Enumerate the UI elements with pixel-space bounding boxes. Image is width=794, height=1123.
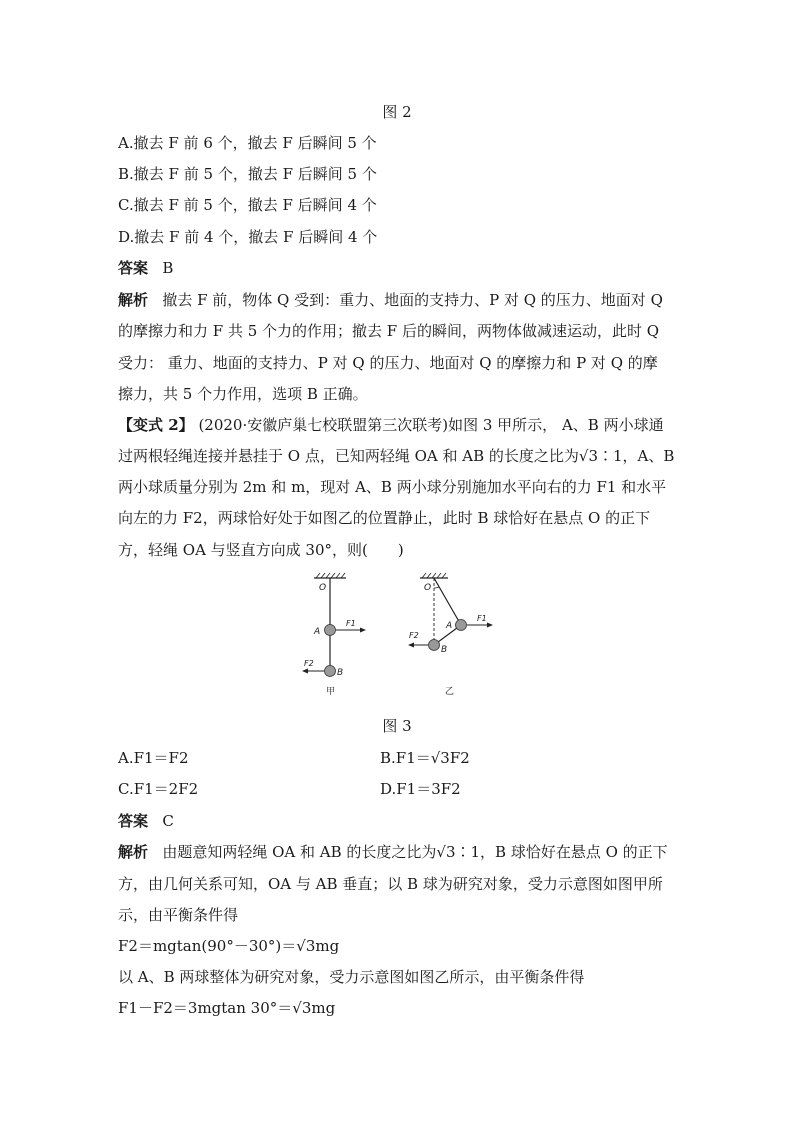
figure-3-caption: 图 3 bbox=[382, 717, 412, 735]
q1-option-a: A.撤去 F 前 6 个，撤去 F 后瞬间 5 个 bbox=[118, 134, 377, 152]
q2-option-b: B.F1＝√3F2 bbox=[380, 749, 470, 767]
q1-analysis-line-4: 擦力，共 5 个力作用，选项 B 正确。 bbox=[118, 385, 368, 403]
label-o: O bbox=[424, 583, 432, 593]
q2-option-c: C.F1＝2F2 bbox=[118, 780, 199, 798]
label-b: B bbox=[441, 645, 448, 655]
figure-3-yi bbox=[400, 570, 500, 700]
q1-option-c: C.撤去 F 前 5 个，撤去 F 后瞬间 4 个 bbox=[118, 196, 377, 214]
figure-3-jia bbox=[290, 570, 370, 700]
answer-label: 答案 bbox=[118, 812, 149, 830]
label-a: A bbox=[446, 621, 453, 631]
q1-analysis-line-2: 的摩擦力和力 F 共 5 个力的作用；撤去 F 后的瞬间，两物体做减速运动，此时 Q bbox=[118, 322, 660, 340]
q2-option-a: A.F1＝F2 bbox=[118, 749, 189, 767]
analysis-label: 解析 bbox=[118, 843, 149, 861]
q2-stem-line-4: 向左的力 F2，两球恰好处于如图乙的位置静止，此时 B 球恰好在悬点 O 的正下 bbox=[118, 509, 651, 527]
label-f2: F2 bbox=[304, 659, 314, 668]
answer-value: C bbox=[162, 812, 174, 830]
q2-options-row-1 bbox=[118, 748, 189, 768]
answer-label: 答案 bbox=[118, 259, 149, 277]
q2-answer bbox=[118, 811, 174, 831]
analysis-label: 解析 bbox=[118, 291, 149, 309]
label-f2: F2 bbox=[409, 631, 419, 640]
q2-stem-line-1 bbox=[118, 415, 664, 435]
label-f1: F1 bbox=[346, 619, 356, 628]
q2-analysis-line-5: 以 A、B 两球整体为研究对象，受力示意图如图乙所示，由平衡条件得 bbox=[118, 968, 585, 986]
label-b: B bbox=[337, 668, 344, 678]
label-yi: 乙 bbox=[445, 687, 455, 697]
q1-analysis-line-3: 受力： 重力、地面的支持力、P 对 Q 的压力、地面对 Q 的摩擦力和 P 对 Q 的摩 bbox=[118, 354, 658, 372]
q2-equation-2: F1－F2＝3mgtan 30°＝√3mg bbox=[118, 999, 336, 1017]
q2-analysis-line-2: 方，由几何关系可知，OA 与 AB 垂直；以 B 球为研究对象，受力示意图如图甲所 bbox=[118, 875, 663, 893]
q1-option-b: B.撤去 F 前 5 个，撤去 F 后瞬间 5 个 bbox=[118, 165, 377, 183]
q2-analysis-line-1 bbox=[118, 842, 668, 862]
q2-stem-line-2: 过两根轻绳连接并悬挂于 O 点，已知两轻绳 OA 和 AB 的长度之比为√3∶1，A、B bbox=[118, 447, 675, 465]
q2-stem-line-3: 两小球质量分别为 2m 和 m，现对 A、B 两小球分别施加水平向右的力 F1 和水平 bbox=[118, 478, 667, 496]
answer-value: B bbox=[162, 259, 174, 277]
q2-option-d: D.F1＝3F2 bbox=[380, 780, 461, 798]
q1-analysis-line-1 bbox=[118, 290, 663, 310]
analysis-text: 撤去 F 前，物体 Q 受到：重力、地面的支持力、P 对 Q 的压力、地面对 Q bbox=[162, 291, 663, 309]
label-o: O bbox=[319, 583, 327, 593]
q2-equation-1: F2＝mgtan(90°－30°)＝√3mg bbox=[118, 937, 340, 955]
q2-stem-line-5: 方，轻绳 OA 与竖直方向成 30°，则( ) bbox=[118, 541, 404, 559]
label-a: A bbox=[314, 627, 321, 637]
variant-tag: 【变式 2】 bbox=[118, 416, 194, 434]
label-f1: F1 bbox=[477, 614, 487, 623]
stem-text: (2020·安徽庐巢七校联盟第三次联考)如图 3 甲所示， A、B 两小球通 bbox=[198, 416, 664, 434]
q1-option-d: D.撤去 F 前 4 个，撤去 F 后瞬间 4 个 bbox=[118, 228, 378, 246]
analysis-text: 由题意知两轻绳 OA 和 AB 的长度之比为√3∶1，B 球恰好在悬点 O 的正下 bbox=[162, 843, 668, 861]
q1-answer bbox=[118, 258, 173, 278]
q2-analysis-line-3: 示，由平衡条件得 bbox=[118, 906, 239, 924]
figure-2-caption: 图 2 bbox=[382, 103, 412, 121]
label-jia: 甲 bbox=[326, 687, 336, 697]
